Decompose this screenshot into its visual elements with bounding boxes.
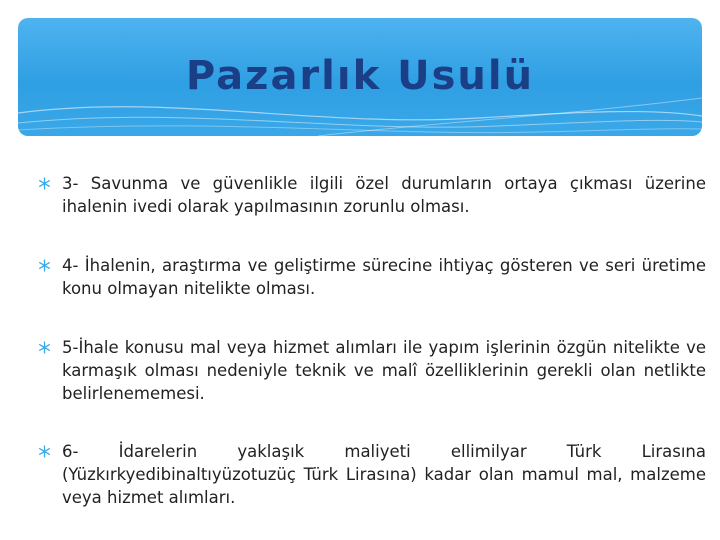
bullet-item <box>36 440 706 509</box>
bullet-text: 5-İhale konusu mal veya hizmet alımları ile yapım işlerinin özgün nitelikte ve karmaşık olması nedeniyle teknik ve malî özelliklerinin gerekli olan netlikte belirlenememesi. <box>62 338 706 403</box>
bullet-text: 6- İdarelerin yaklaşık maliyeti ellimilyar Türk Lirasına (Yüzkırkyedibinaltıyüzotuzüç Türk Lirasına) kadar olan mamul mal, malzeme veya hizmet alımları. <box>62 442 706 507</box>
asterisk-icon <box>38 341 51 354</box>
asterisk-icon <box>38 259 51 272</box>
bullet-item <box>36 254 706 300</box>
bullet-item <box>36 336 706 405</box>
bullet-item <box>36 172 706 218</box>
asterisk-icon <box>38 177 51 190</box>
asterisk-icon <box>38 445 51 458</box>
bullet-text: 3- Savunma ve güvenlikle ilgili özel durumların ortaya çıkması üzerine ihalenin ivedi olarak yapılmasının zorunlu olması. <box>62 174 706 216</box>
bullet-text: 4- İhalenin, araştırma ve geliştirme sürecine ihtiyaç gösteren ve seri üretime konu olmayan nitelikte olması. <box>62 256 706 298</box>
slide-title: Pazarlık Usulü <box>185 53 535 99</box>
